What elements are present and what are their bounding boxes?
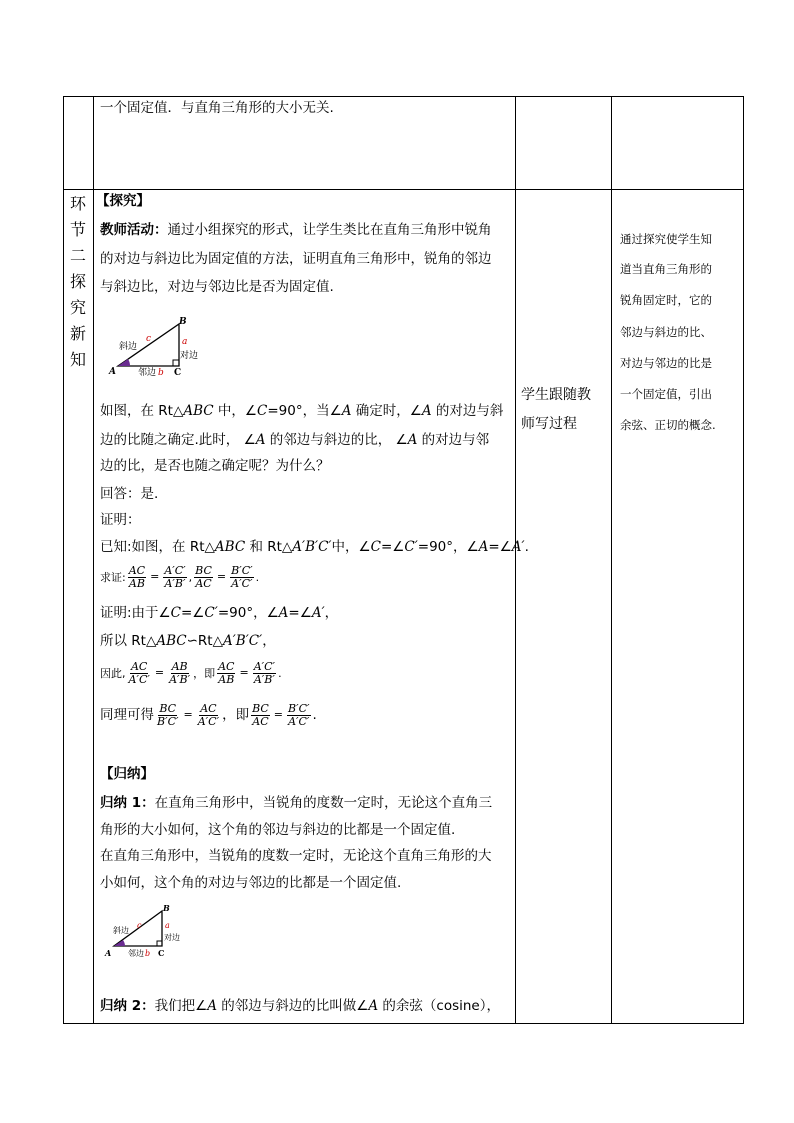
fraction: $\frac{B'C'}{A'C'}$ (231, 563, 253, 590)
side-b-label: b (158, 368, 164, 378)
design-line: 一个固定值，引出 (620, 387, 712, 401)
q-math: A (407, 432, 418, 448)
opposite-label: 对边 (164, 933, 180, 942)
fraction: $\frac{A'C'}{A'B'}$ (253, 659, 276, 686)
summary-1-line4: 小如何，这个角的对边与邻边的比都是一个固定值. (100, 875, 402, 891)
q-text: =90°，当∠ (267, 403, 342, 419)
design-line: 道当直角三角形的 (620, 262, 712, 276)
period: . (312, 707, 317, 723)
summary-2-label: 归纳 2： (100, 998, 155, 1014)
k-text: =∠ (488, 539, 512, 555)
vertex-a-label: A (105, 948, 112, 958)
q-math: C (257, 403, 268, 419)
hypotenuse-label: 斜边 (113, 926, 129, 935)
fraction: $\frac{AC}{AB}$ (218, 659, 235, 686)
equals-sign: = (150, 570, 160, 583)
p-math: C′ (204, 605, 218, 621)
adjacent-label: 邻边 (138, 368, 157, 378)
s-text: 的邻边与斜边的比叫做∠ (216, 998, 369, 1014)
col-border-right (743, 96, 744, 1024)
student-activity-line1: 学生跟随教 (521, 387, 591, 403)
fraction: $\frac{B'C'}{A'C'}$ (288, 701, 310, 728)
similarly-line (100, 700, 317, 730)
therefore-line (100, 658, 282, 689)
summary-1-line3: 在直角三角形中，当锐角的度数一定时，无论这个直角三角形的大 (100, 848, 492, 864)
design-line: 邻边与斜边的比、 (620, 325, 712, 339)
k-math: C (370, 539, 381, 555)
summary-1-label: 归纳 1： (100, 795, 155, 811)
col-border-3 (611, 96, 612, 1024)
connector: ，即 (222, 707, 250, 723)
s-text: 的余弦（cosine）， (378, 998, 500, 1014)
k-text: 和 Rt△ (245, 539, 293, 555)
summary-heading: 【归纳】 (100, 766, 154, 782)
p-text: =∠ (288, 605, 312, 621)
k-text: =90°，∠ (417, 539, 479, 555)
prove-line (100, 562, 259, 593)
summary-1-line1 (100, 794, 492, 812)
equals-sign: = (216, 570, 227, 583)
stage-char: 节 (69, 220, 86, 239)
triangle-figure-1 (108, 316, 218, 378)
q-math: A (255, 432, 266, 448)
q-math: ABC (183, 403, 214, 419)
fraction: $\frac{AB}{A'B'}$ (169, 659, 191, 686)
row1-text: 一个固定值．与直角三角形的大小无关. (100, 100, 334, 116)
opposite-label: 对边 (180, 351, 199, 361)
q-math: A (341, 403, 352, 419)
therefore-label: 因此, (100, 667, 126, 680)
separator: , (188, 571, 193, 584)
period: . (255, 571, 260, 584)
q-text: 的邻边与斜边的比， ∠ (265, 432, 408, 448)
p-math: A′B′C′ (222, 633, 263, 649)
equals-sign: = (273, 708, 284, 721)
summary-1-line2: 角形的大小如何，这个角的邻边与斜边的比都是一个固定值. (100, 822, 456, 838)
fraction: $\frac{BC}{AC}$ (252, 701, 269, 728)
design-line: 余弦、正切的概念. (620, 418, 716, 432)
p-text: ∽Rt△ (186, 633, 223, 649)
q-math: A (421, 403, 432, 419)
adjacent-label: 邻边 (128, 949, 144, 958)
stage-char: 探 (69, 272, 86, 291)
p-text: 证明:由于∠ (100, 605, 171, 621)
p-math: A′ (311, 605, 325, 621)
proof-line1 (100, 604, 338, 622)
design-line: 锐角固定时，它的 (620, 293, 712, 307)
hypotenuse-label: 斜边 (119, 342, 138, 352)
explore-heading: 【探究】 (96, 193, 150, 209)
side-a-label: a (165, 921, 170, 930)
question-line1 (100, 402, 503, 420)
k-text: . (524, 539, 529, 555)
equals-sign: = (239, 666, 249, 679)
teacher-activity-line3: 与斜边比，对边与邻边比是否为固定值. (100, 279, 334, 295)
period: . (278, 667, 282, 680)
known-line (100, 538, 529, 556)
q-text: 的对边与斜 (431, 403, 504, 419)
table-top-border (63, 96, 744, 97)
stage-char: 新 (69, 324, 86, 343)
equals-sign: = (183, 708, 193, 721)
fraction: $\frac{AC}{AB}$ (128, 563, 146, 590)
summary-2-line (100, 997, 500, 1015)
q-text: 中，∠ (213, 403, 258, 419)
p-math: C (170, 605, 181, 621)
proof-line2 (100, 632, 276, 650)
p-text: 所以 Rt△ (100, 633, 157, 649)
vertex-c-label: C (174, 368, 182, 378)
row-divider (63, 189, 744, 190)
col-border-2 (515, 96, 516, 1024)
k-math: A (478, 539, 489, 555)
k-math: ABC (214, 539, 246, 555)
q-text: 如图，在 Rt△ (100, 403, 184, 419)
p-math: ABC (156, 633, 187, 649)
stage-char: 知 (69, 350, 86, 369)
k-text: =∠ (380, 539, 405, 555)
vertex-a-label: A (109, 367, 116, 377)
stage-char: 究 (69, 298, 86, 317)
side-c-label: c (137, 921, 142, 930)
equals-sign: = (154, 666, 165, 679)
s-text: 我们把∠ (154, 998, 208, 1014)
k-math: C′ (404, 539, 418, 555)
s-math: A (207, 998, 217, 1014)
col-border-1 (93, 96, 94, 1024)
side-c-label: c (146, 334, 152, 344)
triangle-figure-2 (102, 903, 212, 965)
fraction: $\frac{BC}{B'C'}$ (157, 701, 179, 728)
p-math: A (278, 605, 289, 621)
k-text: 中，∠ (331, 539, 371, 555)
stage-char: 环 (69, 194, 86, 213)
design-line: 对边与邻边的比是 (620, 356, 712, 370)
p-text: =90°，∠ (217, 605, 279, 621)
q-text: 的对边与邻 (417, 432, 490, 448)
student-activity-line2: 师写过程 (521, 416, 577, 432)
stage-char: 二 (69, 246, 86, 265)
prove-label: 求证: (100, 571, 126, 584)
k-text: 已知:如图，在 Rt△ (100, 539, 215, 555)
question-line3: 边的比，是否也随之确定呢？为什么？ (100, 458, 330, 474)
answer-text: 回答：是. (100, 486, 159, 502)
s-math: A (368, 998, 379, 1014)
q-text: 确定时，∠ (351, 403, 422, 419)
summary-1-text: 在直角三角形中，当锐角的度数一定时，无论这个直角三 (154, 795, 493, 811)
teacher-activity-line1 (100, 221, 492, 239)
side-a-label: a (182, 337, 188, 347)
side-b-label: b (145, 949, 151, 958)
p-text: ， (262, 633, 276, 649)
col-border-left (63, 96, 64, 1024)
fraction: $\frac{AC}{A'C'}$ (197, 701, 220, 728)
teacher-activity-label: 教师活动： (100, 222, 168, 238)
fraction: $\frac{BC}{AC}$ (195, 563, 212, 590)
table-bottom-border (63, 1023, 744, 1024)
design-line: 通过探究使学生知 (620, 232, 712, 246)
k-math: A′B′C′ (292, 539, 332, 555)
proof-label: 证明： (100, 512, 141, 528)
teacher-activity-text: 通过小组探究的形式，让学生类比在直角三角形中锐角 (167, 222, 492, 238)
vertex-b-label: B (163, 903, 170, 913)
q-text: 边的比随之确定.此时， ∠ (100, 432, 256, 448)
question-line2 (100, 431, 489, 449)
k-math: A′ (511, 539, 525, 555)
connector: ，即 (193, 667, 216, 680)
similarly-label: 同理可得 (100, 707, 154, 723)
vertex-c-label: C (158, 948, 165, 958)
teacher-activity-line2: 的对边与斜边比为固定值的方法，证明直角三角形中，锐角的邻边 (100, 251, 492, 267)
fraction: $\frac{A'C'}{A'B'}$ (164, 563, 186, 590)
p-text: =∠ (181, 605, 205, 621)
p-text: ， (324, 605, 339, 621)
fraction: $\frac{AC}{A'C'}$ (128, 659, 150, 686)
vertex-b-label: B (179, 317, 187, 327)
